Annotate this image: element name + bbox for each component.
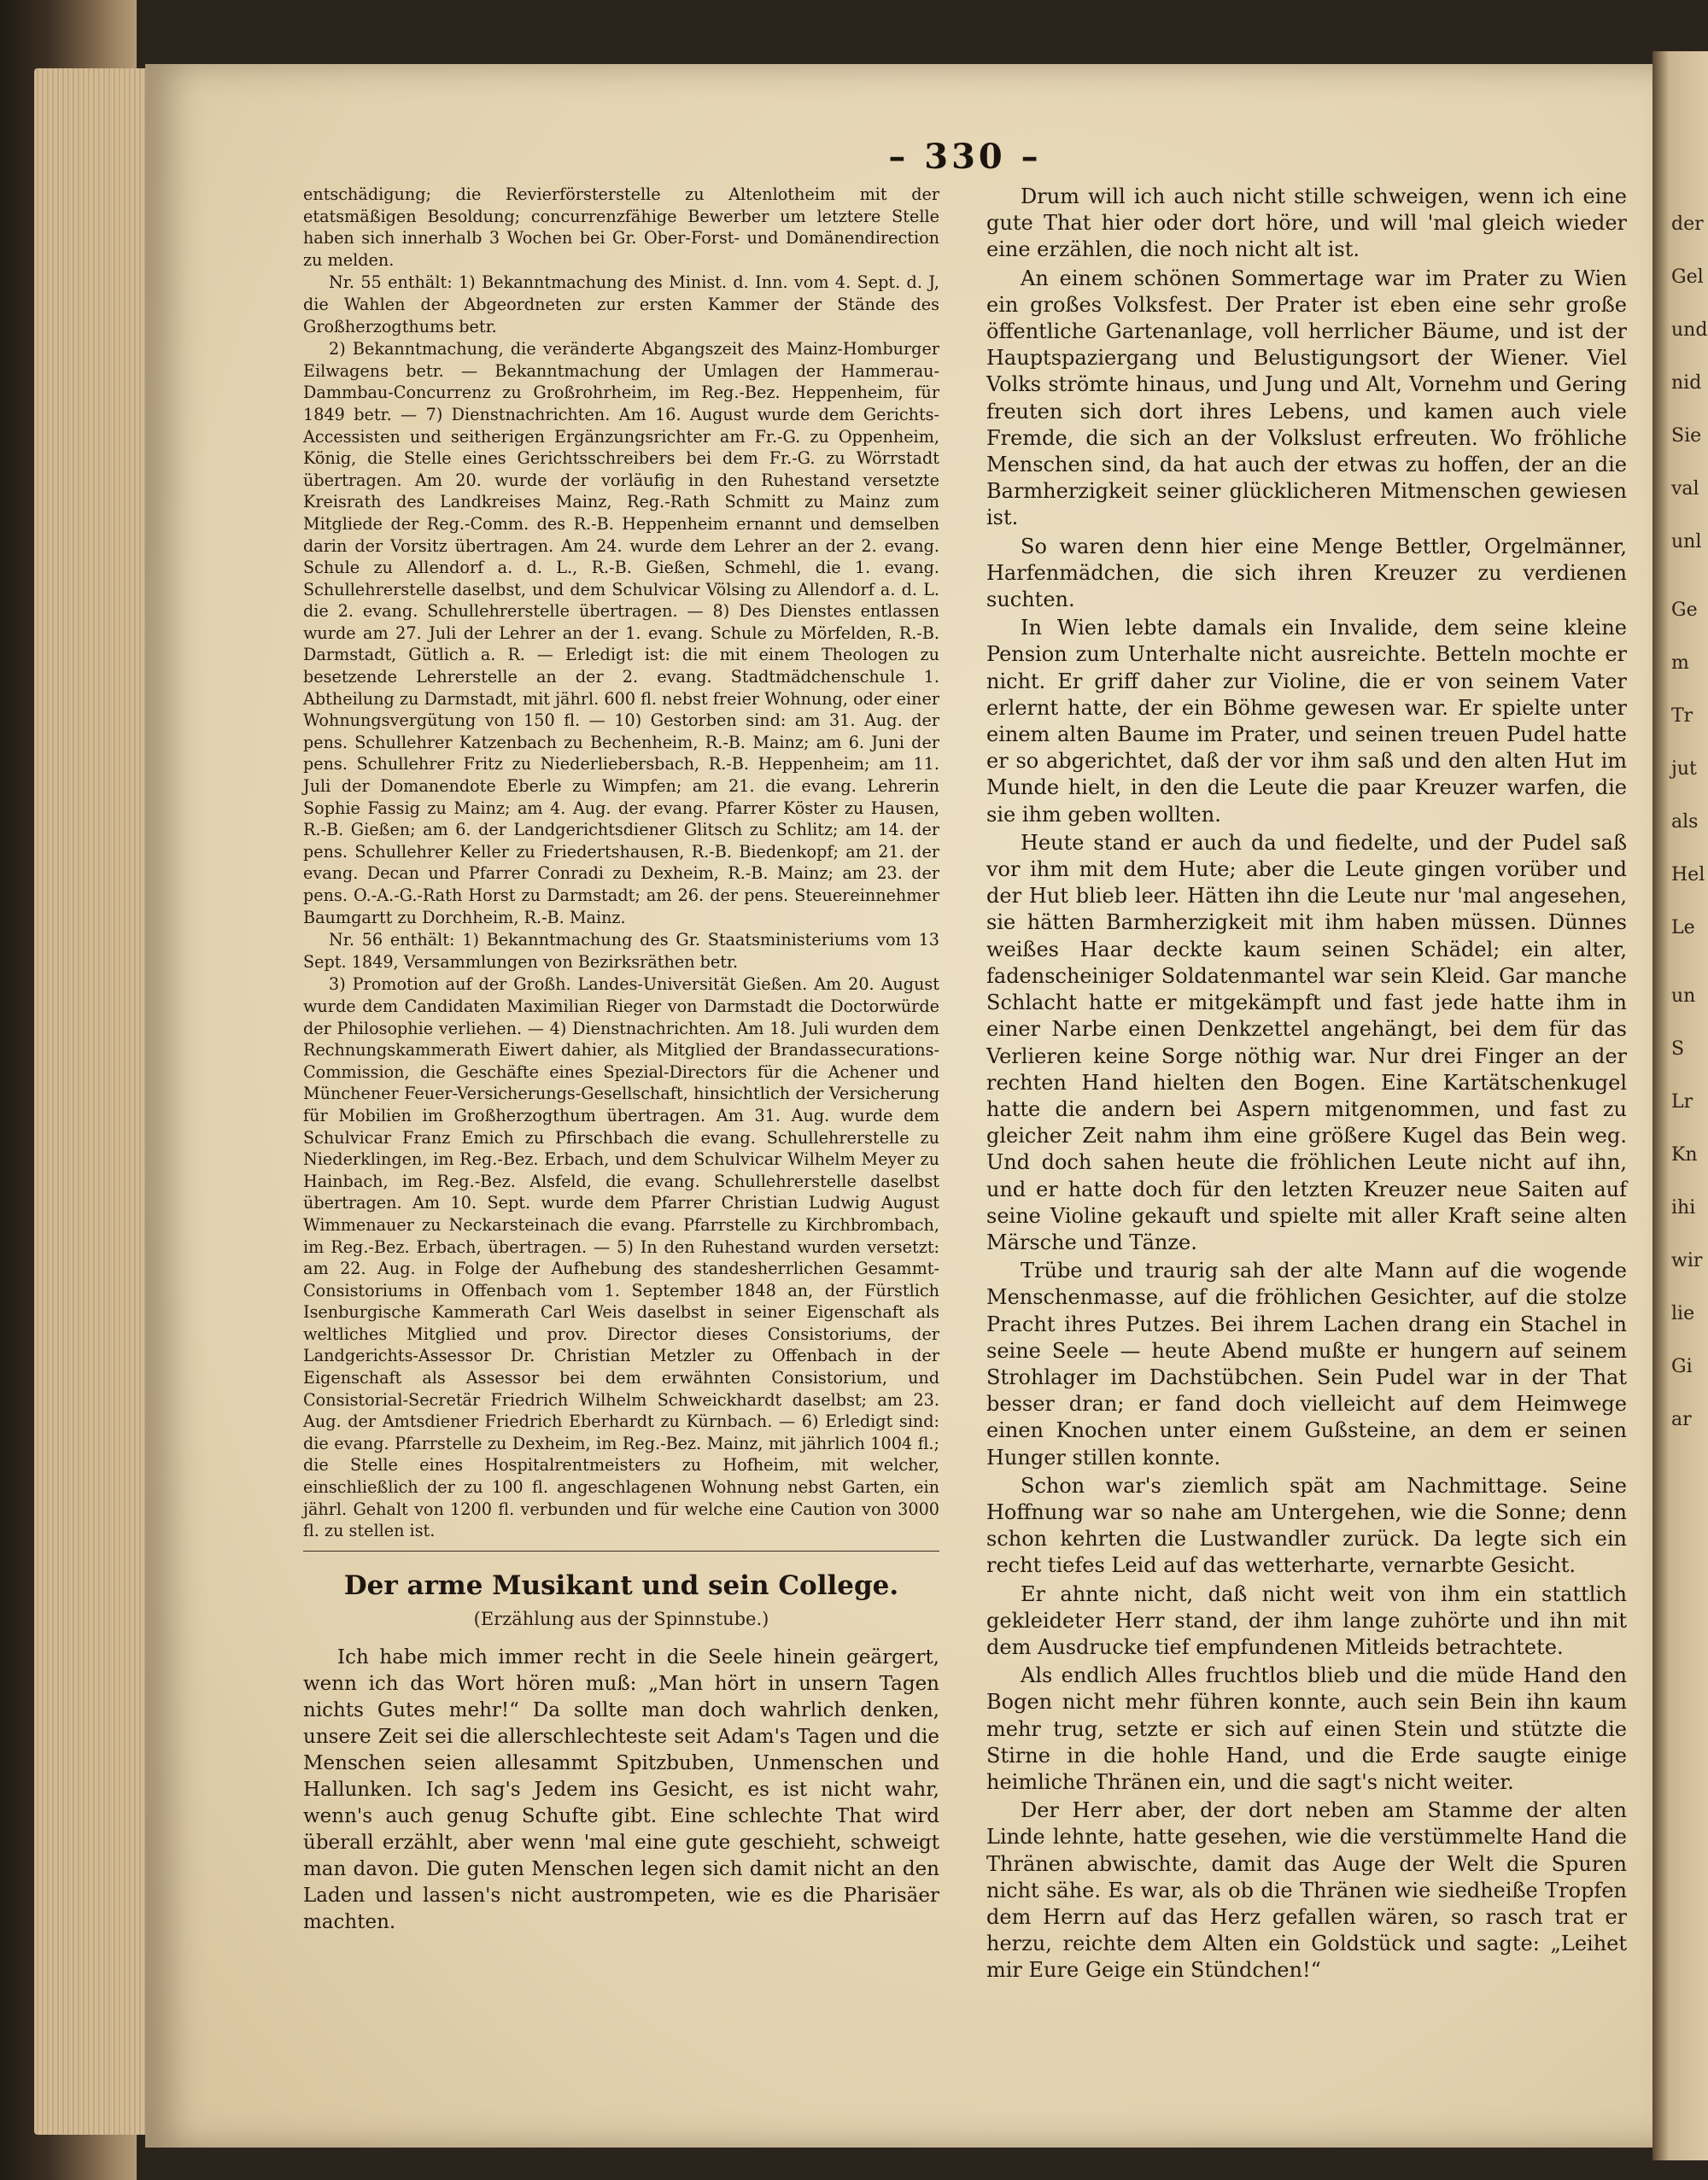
next-page-fragment: Gel xyxy=(1671,266,1704,288)
next-page-fragment: Sie xyxy=(1671,425,1702,447)
notice-paragraph: 3) Promotion auf der Großh. Landes-Universität Gießen. Am 20. August wurde dem Candidaten Maximilian Rieger von Darmstadt die Doctorwürde der Philosophie verliehen. — 4) Dienstnachrichten. Am 18. Juli wurden dem Rechnungskammerath Eiwert dahier, als Mitglied der Brandassecurations-Commission, die Geschäfte eines Spezial-Directors für die Achener und Münchener Feuer-Versicherungs-Gesellschaft, hinsichtlich der Versicherung für Mobilien im Großherzogthum übertragen. Am 31. Aug. wurde dem Schulvicar Franz Emich zu Pfirschbach die evang. Schullehrerstelle zu Niederklingen, im Reg.-Bez. Erbach, und dem Schulvicar Wilhelm Meyer zu Hainbach, im Reg.-Bez. Alsfeld, die evang. Schullehrerstelle daselbst übertragen. Am 10. Sept. wurde dem Pfarrer Christian Ludwig August Wimmenauer zu Neckarsteinach die evang. Pfarrstelle zu Kirchbrombach, im Reg.-Bez. Erbach, übertragen. — 5) In den Ruhestand wurden versetzt: am 22. Aug. in Folge der Aufhebung des standesherrlichen Gesammt-Consistoriums in Offenbach vom 1. September 1848 an, der Fürstlich Isenburgische Kammerath Carl Weis daselbst in seiner Eigenschaft als weltliches Mitglied und prov. Director dieses Consistoriums, der Landgerichts-Assessor Dr. Christian Metzler zu Offenbach in der Eigenschaft als Assessor bei dem erwähnten Consistorium, und Consistorial-Secretär Friedrich Wilhelm Schweickhardt daselbst; am 23. Aug. der Amtsdiener Friedrich Eberhardt zu Kürnbach. — 6) Erledigt sind: die evang. Pfarrstelle zu Dexheim, im Reg.-Bez. Mainz, mit jährlich 1004 fl.; die Stelle eines Hospitalrentmeisters zu Hofheim, mit welcher, einschließlich der zu 100 fl. angeschlagenen Wohnung nebst Garten, ein jährl. Gehalt von 1200 fl. verbunden und für welche eine Caution von 3000 fl. zu stellen ist. xyxy=(303,974,939,1541)
left-column xyxy=(303,184,939,1937)
next-page-fragment: ihi xyxy=(1671,1197,1696,1219)
page-stack xyxy=(34,68,154,2135)
page-number: – 330 – xyxy=(888,137,1042,177)
story-paragraph: Schon war's ziemlich spät am Nachmittage. Seine Hoffnung war so nahe am Untergehen, wie die Sonne; denn schon kehrten die Lustwandler zurück. Da legte sich ein recht tiefes Leid auf das wetterharte, vernarbte Gesicht. xyxy=(986,1473,1627,1578)
next-page-fragment: und xyxy=(1671,319,1708,341)
next-page-fragment: Hel xyxy=(1671,864,1705,885)
next-page-fragment: Lr xyxy=(1671,1091,1693,1113)
notice-paragraph: 2) Bekanntmachung, die veränderte Abgangszeit des Mainz-Homburger Eilwagens betr. — Bekanntmachung der Umlagen der Hammerau-Dammbau-Concurrenz zu Großrohrheim, im Reg.-Bez. Heppenheim, für 1849 betr. — 7) Dienstnachrichten. Am 16. August wurde dem Gerichts-Accessisten und seitherigen Ergänzungsrichter am Fr.-G. zu Oppenheim, König, die Stelle eines Gerichtsschreibers bei dem Fr.-G. zu Wörrstadt übertragen. Am 20. wurde der vorläufig in den Ruhestand versetzte Kreisrath des Landkreises Mainz, Reg.-Rath Schmitt zu Mainz zum Mitgliede der Reg.-Comm. des R.-B. Heppenheim ernannt und demselben darin der Vorsitz übertragen. Am 24. wurde dem Lehrer an der 2. evang. Schule zu Allendorf a. d. L., R.-B. Gießen, Schmehl, die 1. evang. Schullehrerstelle daselbst, und dem Schulvicar Völsing zu Allendorf a. d. L. die 2. evang. Schullehrerstelle übertragen. — 8) Des Dienstes entlassen wurde am 27. Juli der Lehrer an der 1. evang. Schule zu Mörfelden, R.-B. Darmstadt, Gütlich a. R. — Erledigt ist: die mit einem Theologen zu besetzende Lehrerstelle an der 2. evang. Stadtmädchenschule 1. Abtheilung zu Darmstadt, mit jährl. 600 fl. nebst freier Wohnung, oder einer Wohnungsvergütung von 150 fl. — 10) Gestorben sind: am 31. Aug. der pens. Schullehrer Katzenbach zu Bechenheim, R.-B. Mainz; am 6. Juni der pens. Schullehrer Fritz zu Niederliebersbach, R.-B. Heppenheim; am 11. Juli der Domanendote Eberle zu Wimpfen; am 21. die evang. Lehrerin Sophie Fassig zu Mainz; am 4. Aug. der evang. Pfarrer Köster zu Hausen, R.-B. Gießen; am 6. der Landgerichtsdiener Glitsch zu Schlitz; am 14. der pens. Schullehrer Keller zu Friedertshausen, R.-B. Biedenkopf; am 21. der evang. Decan und Pfarrer Conradi zu Dexheim, R.-B. Mainz; am 23. der pens. O.-A.-G.-Rath Horst zu Darmstadt; am 26. der pens. Steuereinnehmer Baumgartt zu Dorchheim, R.-B. Mainz. xyxy=(303,339,939,927)
next-page-fragment: wir xyxy=(1671,1250,1703,1271)
next-page-fragment: der xyxy=(1671,213,1704,235)
story-paragraph: Der Herr aber, der dort neben am Stamme der alten Linde lehnte, hatte gesehen, wie die verstümmelte Hand die Thränen abwischte, damit das Auge der Welt die Spuren nicht sähe. Es war, als ob die Thränen wie siedheiße Tropfen dem Herrn auf das Herz gefallen wären, so rasch trat er herzu, reichte dem Alten ein Goldstück und sagte: „Leihet mir Eure Geige ein Stündchen!“ xyxy=(986,1798,1627,1983)
next-page-fragment: lie xyxy=(1671,1303,1695,1324)
next-page-fragment: m xyxy=(1671,652,1689,674)
story-paragraph: Trübe und traurig sah der alte Mann auf die wogende Menschenmasse, auf die fröhlichen Gesichter, auf die stolze Pracht ihres Putzes. Bei ihrem Lachen drang ein Stachel in seine Seele — heute Abend mußte er hungern auf seinem Strohlager im Dachstübchen. Sein Pudel war in der That besser dran; er fand doch vielleicht auf dem Heimwege einen Knochen unter einem Gußsteine, an dem er seinen Hunger stillen konnte. xyxy=(986,1259,1627,1470)
story-paragraph: In Wien lebte damals ein Invalide, dem seine kleine Pension zum Unterhalte nicht ausreichte. Betteln mochte er nicht. Er griff daher zur Violine, die er von seinem Vater erlernt hatte, der ein Böhme gewesen war. Er spielte unter einem alten Baume im Prater, und seinen treuen Pudel hatte er so abgerichtet, daß der vor ihm saß und den alten Hut im Munde hielt, in den die Leute die paar Kreuzer warfen, die sie ihm geben wollten. xyxy=(986,616,1627,827)
section-divider xyxy=(303,1551,939,1552)
right-column xyxy=(986,184,1627,1986)
next-page-fragment: Kn xyxy=(1671,1144,1698,1166)
notice-paragraph: Nr. 56 enthält: 1) Bekanntmachung des Gr. Staatsministeriums vom 13 Sept. 1849, Versammlungen von Bezirksräthen betr. xyxy=(303,930,939,972)
next-page-fragment: Le xyxy=(1671,917,1695,938)
story-paragraph: Als endlich Alles fruchtlos blieb und die müde Hand den Bogen nicht mehr führen konnte, auch sein Bein ihn kaum mehr trug, setzte er sich auf einen Stein und stützte die Stirne in die hohle Hand, und die Erde saugte einige heimliche Thränen ein, und die sagt's nicht weiter. xyxy=(986,1663,1627,1794)
notice-paragraph: entschädigung; die Revierförsterstelle zu Altenlotheim mit der etatsmäßigen Besoldung; concurrenzfähige Bewerber um letztere Stelle haben sich innerhalb 3 Wochen bei Gr. Ober-Forst- und Domänendirection zu melden. xyxy=(303,184,939,270)
next-page-fragment: als xyxy=(1671,811,1699,833)
next-page-fragment: unl xyxy=(1671,531,1702,552)
article-subtitle: (Erzählung aus der Spinnstube.) xyxy=(473,1609,769,1630)
story-paragraph: Er ahnte nicht, daß nicht weit von ihm ein stattlich gekleideter Herr stand, der ihm lange zuhörte und ihn mit dem Ausdrucke tief empfundenen Mitleids betrachtete. xyxy=(986,1581,1627,1659)
article-title: Der arme Musikant und sein College. xyxy=(343,1569,899,1601)
story-paragraph: Heute stand er auch da und fiedelte, und der Pudel saß vor ihm mit dem Hute; aber die Leute gingen vorüber und der Hut blieb leer. Hätten ihn die Leute nur 'mal angesehen, sie hätten Barmherzigkeit mit ihm haben müssen. Dünnes weißes Haar deckte kaum seinen Schädel; ein alter, fadenscheiniger Soldatenmantel war sein Kleid. Gar manche Schlacht hatte er mitgekämpft und fast jede hatte ihm in einer Narbe einen Denkzettel angehängt, bei dem für das Verlieren keine Sorge nöthig war. Nur drei Finger an der rechten Hand hielten den Bogen. Eine Kartätschenkugel hatte die andern bei Aspern mitgenommen, und fast zu gleicher Zeit nahm ihm eine größere Kugel das Bein weg. Und doch sahen heute die fröhlichen Leute nicht auf ihn, und er hatte doch für den letzten Kreuzer neue Saiten auf seine Violine gekauft und spielte mit aller Kraft seine alten Märsche und Tänze. xyxy=(986,830,1627,1254)
next-page-fragment: jut xyxy=(1671,758,1697,780)
story-paragraph: An einem schönen Sommertage war im Prater zu Wien ein großes Volksfest. Der Prater ist eben eine sehr große öffentliche Gartenanlage, voll herrlicher Bäume, und ist der Hauptspaziergang und Belustigungsort der Wiener. Viel Volks strömte hinaus, und Jung und Alt, Vornehm und Gering freuten sich dort ihres Lebens, und kamen auch viele Fremde, die sich an der Volkslust erfreuten. Wo fröhliche Menschen sind, da hat auch der etwas zu hoffen, der an die Barmherzigkeit seiner glücklicheren Mitmenschen gewiesen ist. xyxy=(986,266,1627,530)
next-page-fragment: Gi xyxy=(1671,1356,1693,1377)
next-page-fragment: S xyxy=(1671,1038,1685,1060)
next-page-fragment: un xyxy=(1671,985,1696,1007)
next-page-strip xyxy=(1652,51,1708,2160)
story-paragraph: Drum will ich auch nicht stille schweigen, wenn ich eine gute That hier oder dort höre, und will 'mal gleich wieder eine erzählen, die noch nicht alt ist. xyxy=(986,184,1627,262)
story-body xyxy=(303,1645,939,1936)
next-page-fragment: nid xyxy=(1671,372,1702,394)
story-paragraph: So waren denn hier eine Menge Bettler, Orgelmänner, Harfenmädchen, die sich ihren Kreuzer zu verdienen suchten. xyxy=(986,534,1627,612)
next-page-fragment: ar xyxy=(1671,1409,1692,1430)
notice-paragraph: Nr. 55 enthält: 1) Bekanntmachung des Minist. d. Inn. vom 4. Sept. d. J, die Wahlen der Abgeordneten zur ersten Kammer der Stände des Großherzogthums betr. xyxy=(303,272,939,336)
next-page-fragment: Tr xyxy=(1671,705,1693,727)
next-page-fragment: Ge xyxy=(1671,599,1698,621)
next-page-fragment: val xyxy=(1671,478,1699,500)
story-paragraph: Ich habe mich immer recht in die Seele hinein geärgert, wenn ich das Wort hören muß: „Man hört in unsern Tagen nichts Gutes mehr!“ Da sollte man doch wahrlich denken, unsere Zeit sei die allerschlechteste seit Adam's Tagen und die Menschen seien allesammt Spitzbuben, Unmenschen und Hallunken. Ich sag's Jedem ins Gesicht, es ist nicht wahr, wenn's auch genug Schufte gibt. Eine schlechte That wird überall erzählt, aber wenn 'mal eine gute geschieht, schweigt man davon. Die guten Menschen legen sich damit nicht an den Laden und lassen's nicht austrompeten, wie es die Pharisäer machten. xyxy=(303,1646,939,1933)
